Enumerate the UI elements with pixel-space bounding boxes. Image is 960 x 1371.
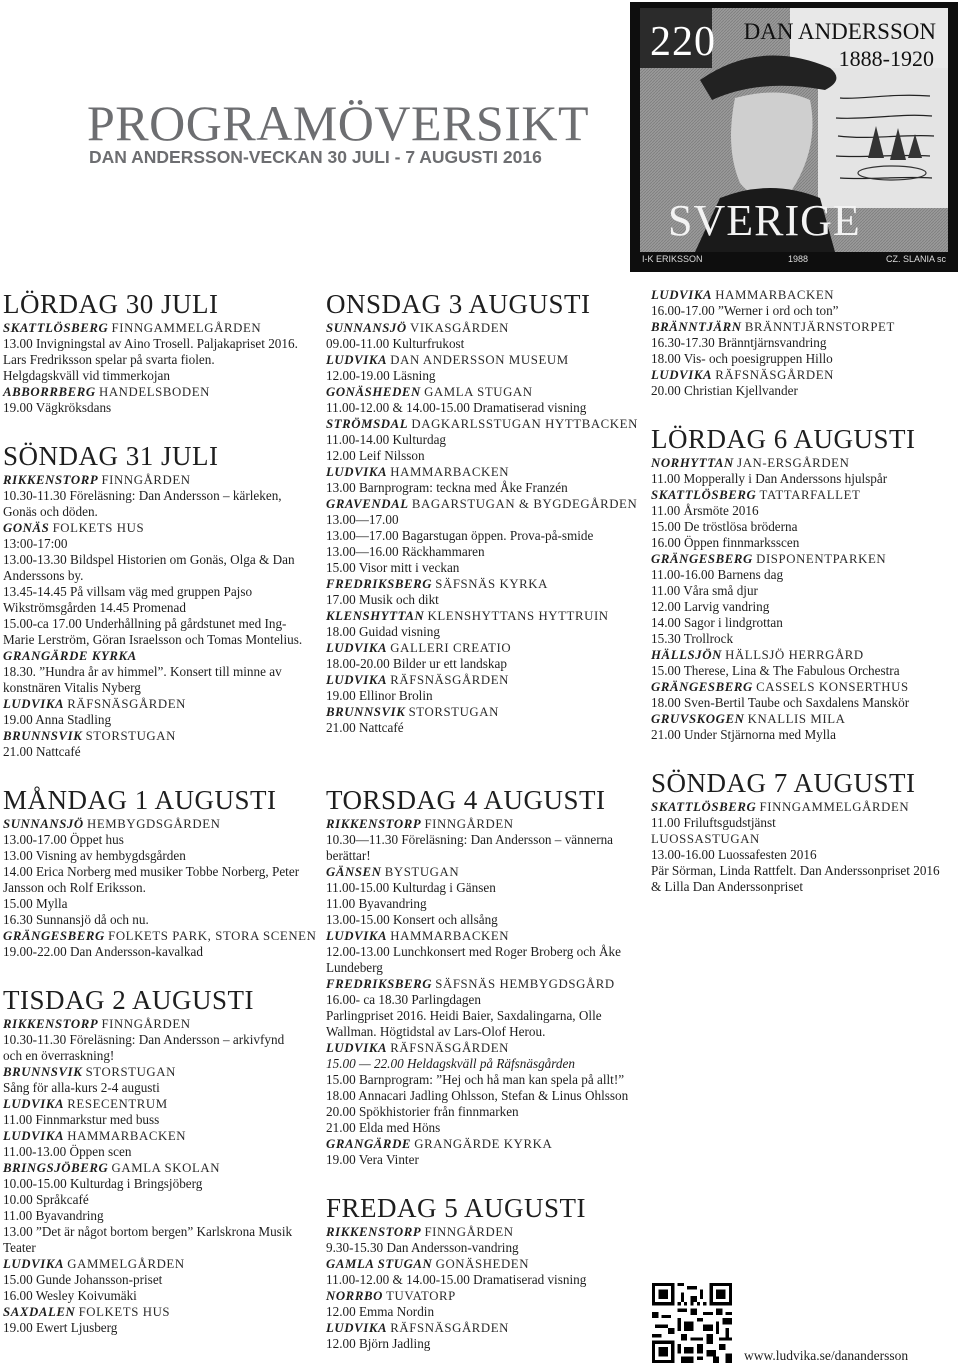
event-line: 11.00 Årsmöte 2016	[651, 503, 759, 518]
venue-location: GONÄSHEDEN	[435, 1257, 530, 1271]
venue-line	[651, 455, 957, 471]
venue-location: HAMMARBACKEN	[715, 288, 835, 302]
venue-place: GONÄSHEDEN	[326, 385, 421, 399]
venue-line	[326, 352, 630, 368]
event-line: 21.00 Under Stjärnorna med Mylla	[651, 727, 836, 742]
event-line: 19.00-22.00 Dan Andersson-kavalkad	[3, 944, 203, 959]
day-heading: TORSDAG 4 AUGUSTI	[326, 785, 606, 815]
venue-line	[651, 367, 957, 383]
venue-location: RESECENTRUM	[67, 1097, 168, 1111]
event-line: 13.00 Invigningstal av Aino Trosell. Paljakapriset 2016.	[3, 336, 298, 351]
venue-line	[3, 520, 305, 536]
event-line: 18.00-20.00 Bilder ur ett landskap	[326, 656, 507, 671]
venue-place: GRANGÄRDE	[326, 1137, 412, 1151]
venue-line	[326, 1224, 630, 1240]
venue-line	[3, 1256, 305, 1272]
venue-line	[651, 679, 957, 695]
venue-line	[3, 1096, 305, 1112]
event-line: 16.00- ca 18.30 Parlingdagen	[326, 992, 481, 1007]
venue-place: SAXDALEN	[3, 1305, 76, 1319]
event-line: 11.00-16.00 Barnens dag	[651, 567, 784, 582]
event-line: Wallman. Högtidstal av Lars-Olof Herou.	[326, 1024, 546, 1039]
venue-location: SÄFSNÄS KYRKA	[435, 577, 548, 591]
venue-place: RIKKENSTORP	[326, 817, 422, 831]
venue-location: HANDELSBODEN	[98, 385, 210, 399]
stamp-value: 220	[650, 19, 716, 65]
event-line: Wikströmsgården 14.45 Promenad	[3, 600, 186, 615]
venue-line	[326, 864, 630, 880]
event-line: 11.00-15.00 Kulturdag i Gänsen	[326, 880, 496, 895]
venue-location: FINNGÅRDEN	[424, 1225, 514, 1239]
event-line: 16.00 Wesley Koivumäki	[3, 1288, 137, 1303]
event-line: 11.00 Våra små djur	[651, 583, 758, 598]
venue-line	[326, 464, 630, 480]
venue-place: LUDVIKA	[326, 673, 388, 687]
venue-place: NORHYTTAN	[651, 456, 734, 470]
event-line: 12.00 Larvig vandring	[651, 599, 770, 614]
venue-location: FOLKETS HUS	[52, 521, 145, 535]
venue-line	[326, 1320, 630, 1336]
venue-line	[326, 816, 630, 832]
event-line: 11.00 Finnmarkstur med buss	[3, 1112, 160, 1127]
venue-location: STORSTUGAN	[85, 1065, 176, 1079]
event-line: 10.30—11.30 Föreläsning: Dan Andersson – vännerna	[326, 832, 614, 847]
day-heading: SÖNDAG 7 AUGUSTI	[651, 768, 916, 798]
venue-line	[326, 1288, 630, 1304]
venue-location: RÄFSNÄSGÅRDEN	[390, 1041, 510, 1055]
event-line: 18.00 Vis- och poesigruppen Hillo	[651, 351, 833, 366]
venue-location: GAMMELGÅRDEN	[67, 1257, 185, 1271]
stamp-year: 1988	[788, 254, 809, 264]
event-line: 14.00 Sagor i lindgrottan	[651, 615, 783, 630]
venue-line	[326, 496, 638, 512]
event-line: konstnären Vitalis Nyberg	[3, 680, 141, 695]
venue-line	[3, 1064, 305, 1080]
event-line: 18.00 Sven-Bertil Taube och Saxdalens Manskör	[651, 695, 910, 710]
event-line: Helgdagskväll vid timmerkojan	[3, 368, 171, 383]
event-line: 12.00 Leif Nilsson	[326, 448, 425, 463]
venue-place: RIKKENSTORP	[3, 473, 99, 487]
venue-line	[326, 608, 630, 624]
venue-location: HAMMARBACKEN	[390, 465, 510, 479]
venue-place: LUDVIKA	[326, 465, 388, 479]
venue-location: HAMMARBACKEN	[67, 1129, 187, 1143]
venue-location: FINNGÅRDEN	[101, 473, 191, 487]
event-line: 16.30-17.30 Bränntjärnsvandring	[651, 335, 827, 350]
venue-place: GRAVENDAL	[326, 497, 409, 511]
venue-line	[651, 831, 957, 847]
venue-place: LUDVIKA	[326, 1321, 388, 1335]
section-spacer	[326, 760, 630, 784]
event-line: 21.00 Nattcafé	[326, 720, 404, 735]
event-line: 13:00-17:00	[3, 536, 68, 551]
venue-location: JAN-ERSGÅRDEN	[737, 456, 850, 470]
event-line: 16.00 Öppen finnmarksscen	[651, 535, 800, 550]
event-line: 16.30 Sunnansjö då och nu.	[3, 912, 149, 927]
event-line: 15.00 Barnprogram: ”Hej och hå man kan spela på allt!”	[326, 1072, 625, 1087]
event-line: 21.00 Nattcafé	[3, 744, 81, 759]
venue-place: SKATTLÖSBERG	[651, 488, 757, 502]
venue-location: STORSTUGAN	[408, 705, 499, 719]
venue-place: KLENSHYTTAN	[326, 609, 425, 623]
stamp-portrait-area	[640, 8, 948, 252]
venue-location: HÄLLSJÖ HERRGÅRD	[725, 648, 864, 662]
venue-location: GALLERI CREATIO	[390, 641, 512, 655]
event-line: 13.00—17.00	[326, 512, 399, 527]
venue-line	[326, 416, 638, 432]
event-line: 11.00-12.00 & 14.00-15.00 Dramatiserad visning	[326, 400, 587, 415]
venue-place: STRÖMSDAL	[326, 417, 409, 431]
event-line: 11.00 Byavandring	[326, 896, 427, 911]
venue-location: RÄFSNÄSGÅRDEN	[67, 697, 187, 711]
venue-location: RÄFSNÄSGÅRDEN	[390, 673, 510, 687]
event-line: Anderssons by.	[3, 568, 84, 583]
venue-line	[3, 1128, 305, 1144]
event-line: 18.00 Annacari Jadling Ohlsson, Stefan & Linus Ohlsson	[326, 1088, 629, 1103]
venue-line	[651, 799, 957, 815]
event-line: 19.00 Ellinor Brolin	[326, 688, 433, 703]
venue-location: RÄFSNÄSGÅRDEN	[390, 1321, 510, 1335]
venue-place: GRÄNGESBERG	[3, 929, 105, 943]
venue-line	[326, 576, 630, 592]
venue-location: GAMLA SKOLAN	[111, 1161, 221, 1175]
venue-place: SUNNANSJÖ	[3, 817, 84, 831]
venue-location: BAGARSTUGAN & BYGDEGÅRDEN	[411, 497, 638, 511]
event-line: 09.00-11.00 Kulturfrukost	[326, 336, 465, 351]
event-line: 10.30-11.30 Föreläsning: Dan Andersson – arkivfynd	[3, 1032, 285, 1047]
postage-stamp	[630, 2, 958, 272]
venue-line	[326, 672, 630, 688]
event-line: 19.00 Vera Vinter	[326, 1152, 419, 1167]
event-line: Pär Sörman, Linda Rattfelt. Dan Anderssonpriset 2016	[651, 863, 940, 878]
event-line: Parlingpriset 2016. Heidi Baier, Saxdalingarna, Olle	[326, 1008, 602, 1023]
venue-place: GÄNSEN	[326, 865, 382, 879]
event-line: 16.00-17.00 ”Werner i ord och ton”	[651, 303, 839, 318]
venue-place: FREDRIKSBERG	[326, 577, 433, 591]
event-line: 11.00 Byavandring	[3, 1208, 104, 1223]
day-heading: FREDAG 5 AUGUSTI	[326, 1193, 587, 1223]
event-line: 13.00-16.00 Luossafesten 2016	[651, 847, 817, 862]
event-line: 15.00 Visor mitt i veckan	[326, 560, 460, 575]
venue-line	[326, 384, 630, 400]
venue-location: FINNGÅRDEN	[424, 817, 514, 831]
event-line: 15.00 Therese, Lina & The Fabulous Orchestra	[651, 663, 900, 678]
stamp-years: 1888-1920	[838, 46, 934, 71]
venue-location: GRANGÄRDE KYRKA	[414, 1137, 553, 1151]
venue-place: SKATTLÖSBERG	[3, 321, 109, 335]
venue-line	[3, 816, 305, 832]
venue-place: GRUVSKOGEN	[651, 712, 745, 726]
venue-line	[326, 640, 630, 656]
section-spacer	[326, 736, 630, 760]
event-line: 10.00-15.00 Kulturdag i Bringsjöberg	[3, 1176, 203, 1191]
venue-place: SKATTLÖSBERG	[651, 800, 757, 814]
venue-location: FINNGÅRDEN	[101, 1017, 191, 1031]
event-line: 15.00-ca 17.00 Underhållning på gårdstunet med Ing-	[3, 616, 287, 631]
venue-place: BRUNNSVIK	[3, 1065, 83, 1079]
venue-line	[3, 928, 317, 944]
event-line: 13.00-15.00 Konsert och allsång	[326, 912, 498, 927]
venue-line	[651, 487, 957, 503]
venue-location: KLENSHYTTANS HYTTRUIN	[427, 609, 609, 623]
venue-place: LUDVIKA	[3, 1129, 65, 1143]
event-line: 13.00 Barnprogram: teckna med Åke Franzén	[326, 480, 568, 495]
venue-place: BRUNNSVIK	[326, 705, 406, 719]
event-line: 12.00 Björn Jadling	[326, 1336, 431, 1351]
event-line: Marie Lerström, Göran Israelsson och Tomas Montelius.	[3, 632, 303, 647]
event-line: 13.00-17.00 Öppet hus	[3, 832, 124, 847]
venue-location: TATTARFALLET	[759, 488, 861, 502]
venue-location: FOLKETS HUS	[78, 1305, 171, 1319]
event-line: 15.00 Gunde Johansson-priset	[3, 1272, 163, 1287]
event-line: Lundeberg	[326, 960, 383, 975]
stamp-footer	[640, 252, 948, 268]
event-line: 19.00 Ewert Ljusberg	[3, 1320, 118, 1335]
venue-place: RIKKENSTORP	[326, 1225, 422, 1239]
event-line: 19.00 Anna Stadling	[3, 712, 112, 727]
venue-line	[326, 1136, 630, 1152]
event-line: 21.00 Elda med Höns	[326, 1120, 441, 1135]
event-line: Gonäs och döden.	[3, 504, 98, 519]
day-heading: TISDAG 2 AUGUSTI	[3, 985, 254, 1015]
venue-place: HÄLLSJÖN	[651, 648, 722, 662]
venue-line	[326, 928, 630, 944]
event-line: berättar!	[326, 848, 371, 863]
venue-place: BRUNNSVIK	[3, 729, 83, 743]
venue-location: RÄFSNÄSGÅRDEN	[715, 368, 835, 382]
venue-place: RIKKENSTORP	[3, 1017, 99, 1031]
venue-place: BRÄNNTJÄRN	[651, 320, 742, 334]
venue-location: DAN ANDERSSON MUSEUM	[390, 353, 569, 367]
event-line: 15.00 De tröstlösa bröderna	[651, 519, 798, 534]
event-line: 10.00 Språkcafé	[3, 1192, 89, 1207]
venue-location: FOLKETS PARK, STORA SCENEN	[108, 929, 317, 943]
program-column-2	[326, 288, 638, 1352]
venue-place: GAMLA STUGAN	[326, 1257, 433, 1271]
event-line: Lars Fredriksson spelar på svarta fiolen.	[3, 352, 215, 367]
event-line: 10.30-11.30 Föreläsning: Dan Andersson – kärleken,	[3, 488, 282, 503]
page-title: PROGRAMÖVERSIKT	[87, 95, 590, 151]
venue-location: DISPONENTPARKEN	[756, 552, 887, 566]
venue-line	[3, 696, 305, 712]
section-spacer	[3, 760, 305, 784]
event-line: & Lilla Dan Anderssonpriset	[651, 879, 803, 894]
event-line: 12.00-19.00 Läsning	[326, 368, 436, 383]
venue-place: GONÄS	[3, 521, 50, 535]
venue-place: FREDRIKSBERG	[326, 977, 433, 991]
venue-line	[3, 728, 305, 744]
venue-line	[3, 472, 305, 488]
event-line: 11.00 Mopperally i Dan Anderssons hjulspår	[651, 471, 888, 486]
venue-place: LUDVIKA	[326, 1041, 388, 1055]
event-line: 13.45-14.45 På villsam väg med gruppen Pajso	[3, 584, 253, 599]
venue-line	[326, 976, 630, 992]
stamp-engraver: I-K ERIKSSON	[642, 254, 703, 264]
venue-location: FINNGAMMELGÅRDEN	[759, 800, 910, 814]
venue-place: LUDVIKA	[651, 288, 713, 302]
venue-location: SÄFSNÄS HEMBYGDSGÅRD	[435, 977, 615, 991]
stamp-printer: CZ. SLANIA sc	[885, 254, 946, 264]
venue-place: LUDVIKA	[326, 641, 388, 655]
venue-line	[326, 704, 630, 720]
venue-location: TUVATORP	[386, 1289, 456, 1303]
venue-place: GRÄNGESBERG	[651, 680, 753, 694]
venue-place: LUDVIKA	[326, 353, 388, 367]
venue-line	[326, 320, 630, 336]
venue-place: GRANGÄRDE KYRKA	[3, 649, 137, 663]
event-line: 13.00—16.00 Räckhammaren	[326, 544, 485, 559]
venue-line	[3, 1160, 305, 1176]
stamp-country: SVERIGE	[668, 196, 861, 245]
event-line: 11.00-12.00 & 14.00-15.00 Dramatiserad visning	[326, 1272, 587, 1287]
venue-location: GAMLA STUGAN	[424, 385, 533, 399]
event-line: 20.00 Spökhistorier från finnmarken	[326, 1104, 519, 1119]
event-line: 13.00—17.00 Bagarstugan öppen. Prova-på-smide	[326, 528, 594, 543]
venue-location: HEMBYGDSGÅRDEN	[86, 817, 221, 831]
venue-location: STORSTUGAN	[85, 729, 176, 743]
program-column-3	[651, 287, 957, 895]
event-line: 20.00 Christian Kjellvander	[651, 383, 798, 398]
venue-line	[3, 384, 305, 400]
day-heading: ONSDAG 3 AUGUSTI	[326, 289, 591, 319]
venue-location: FINNGAMMELGÅRDEN	[111, 321, 262, 335]
section-spacer	[651, 743, 957, 767]
event-line: och en överraskning!	[3, 1048, 115, 1063]
venue-place: SUNNANSJÖ	[326, 321, 407, 335]
event-line: 15.00 Mylla	[3, 896, 68, 911]
venue-place: BRINGSJÖBERG	[3, 1161, 109, 1175]
event-line: 19.00 Vägkröksdans	[3, 400, 112, 415]
event-line: 15.00 — 22.00 Heldagskväll på Räfsnäsgården	[326, 1056, 575, 1071]
section-spacer	[3, 960, 305, 984]
venue-place: GRÄNGESBERG	[651, 552, 753, 566]
event-line: Jansson och Rolf Eriksson.	[3, 880, 146, 895]
event-line: 15.30 Trollrock	[651, 631, 734, 646]
event-line: 9.30-15.30 Dan Andersson-vandring	[326, 1240, 519, 1255]
event-line: 12.00 Emma Nordin	[326, 1304, 435, 1319]
venue-location: BRÄNNTJÄRNSTORPET	[744, 320, 895, 334]
venue-line	[3, 320, 305, 336]
section-spacer	[651, 399, 957, 423]
event-line: 13.00-13.30 Bildspel Historien om Gonäs, Olga & Dan	[3, 552, 295, 567]
day-heading: LÖRDAG 6 AUGUSTI	[651, 424, 916, 454]
stamp-name: DAN ANDERSSON	[743, 19, 936, 44]
section-spacer	[3, 416, 305, 440]
venue-line	[651, 319, 957, 335]
page-subtitle: DAN ANDERSSON-VECKAN 30 JULI - 7 AUGUSTI 2016	[89, 147, 542, 167]
venue-location: BYSTUGAN	[384, 865, 460, 879]
venue-place: LUDVIKA	[326, 929, 388, 943]
venue-line	[3, 1016, 305, 1032]
venue-line	[3, 648, 305, 664]
event-line: 11.00-13.00 Öppen scen	[3, 1144, 132, 1159]
event-line: 12.00-13.00 Lunchkonsert med Roger Broberg och Åke	[326, 944, 621, 959]
day-heading: LÖRDAG 30 JULI	[3, 289, 219, 319]
venue-line	[651, 287, 957, 303]
event-line: 18.30. ”Hundra år av himmel”. Konsert till minne av	[3, 664, 282, 679]
day-heading: MÅNDAG 1 AUGUSTI	[3, 785, 277, 815]
venue-place: NORRBO	[326, 1289, 383, 1303]
event-line: 11.00-14.00 Kulturdag	[326, 432, 447, 447]
event-line: 13.00 Visning av hembygdsgården	[3, 848, 186, 863]
qr-code[interactable]	[652, 1283, 732, 1363]
section-spacer	[326, 1168, 630, 1192]
venue-location: LUOSSASTUGAN	[651, 832, 760, 846]
venue-place: ABBORRBERG	[3, 385, 96, 399]
venue-location: CASSELS KONSERTHUS	[756, 680, 909, 694]
venue-place: LUDVIKA	[651, 368, 713, 382]
event-line: 17.00 Musik och dikt	[326, 592, 439, 607]
program-column-1	[3, 288, 317, 1336]
venue-line	[326, 1256, 630, 1272]
event-line: Teater	[3, 1240, 36, 1255]
event-line: 14.00 Erica Norberg med musiker Tobbe Norberg, Peter	[3, 864, 300, 879]
venue-place: LUDVIKA	[3, 1257, 65, 1271]
event-line: 18.00 Guidad visning	[326, 624, 440, 639]
event-line: 13.00 ”Det är något bortom bergen” Karlskrona Musik	[3, 1224, 293, 1239]
venue-place: LUDVIKA	[3, 1097, 65, 1111]
day-heading: SÖNDAG 31 JULI	[3, 441, 219, 471]
venue-line	[651, 551, 957, 567]
website-link[interactable]: www.ludvika.se/danandersson	[744, 1348, 909, 1363]
venue-line	[651, 711, 957, 727]
event-line: Sång för alla-kurs 2-4 augusti	[3, 1080, 160, 1095]
event-line: 11.00 Friluftsgudstjänst	[651, 815, 776, 830]
venue-place: LUDVIKA	[3, 697, 65, 711]
venue-line	[651, 647, 957, 663]
venue-location: VIKASGÅRDEN	[409, 321, 510, 335]
venue-line	[3, 1304, 305, 1320]
venue-location: HAMMARBACKEN	[390, 929, 510, 943]
venue-location: DAGKARLSSTUGAN HYTTBACKEN	[411, 417, 638, 431]
venue-line	[326, 1040, 630, 1056]
venue-location: KNALLIS MILA	[747, 712, 846, 726]
